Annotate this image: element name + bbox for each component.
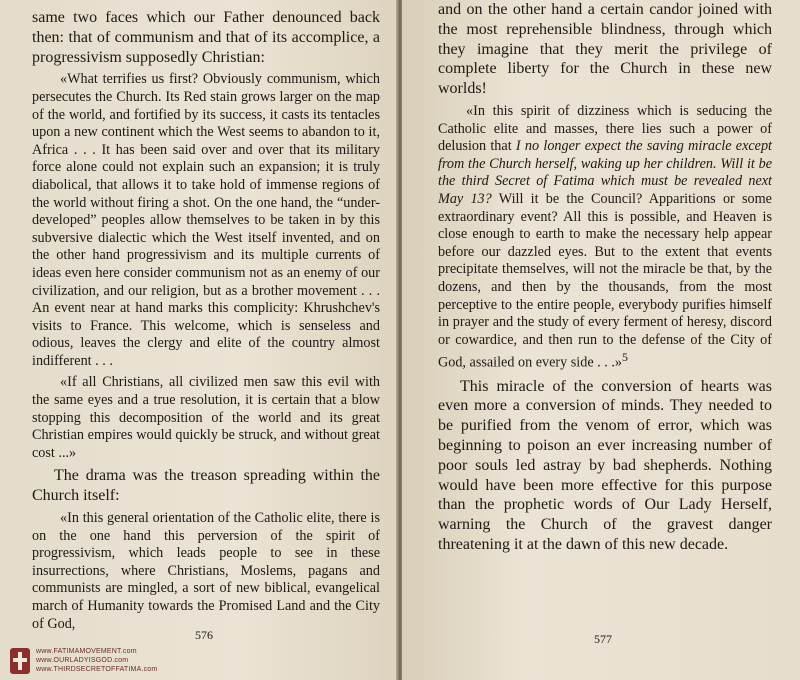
- left-page-number: 576: [195, 628, 213, 642]
- right-page: [402, 0, 800, 680]
- left-page: [0, 0, 398, 680]
- right-quote-dizziness: [438, 103, 772, 373]
- right-paragraph-candor: and on the other hand a certain candor joined with the most reprehensible blindness, through which they imagine that they merit the privilege of complete liberty for the Church in these new worlds!: [438, 1, 772, 98]
- watermark-url: www.THIRDSECRETOFFATIMA.com: [36, 666, 158, 673]
- right-page-number: 577: [594, 632, 612, 646]
- watermark-urls: [36, 647, 157, 674]
- left-quote-orientation: «In this general orientation of the Catholic elite, there is on the one hand this perversion of the spirit of progressivism, which leads people to see in these insurrections, where Christians, Moslems, pagans and communists are mingled, a sort of new biblical, evangelical march of Humanity towards the Promised Land and the City of God,: [32, 510, 380, 632]
- watermark: [10, 647, 157, 674]
- left-quote-communism: «What terrifies us first? Obviously communism, which persecutes the Church. Its Red stain grows larger on the map of the world, and fortified by its success, it casts its tentacles upon a new continent which the West seems to abandon to it, Africa . . . It has been said over and over that its military force alone could not explain such an expansion; it is truly diabolical, that allows it to take hold of immense regions of the world without firing a shot. On the one hand, the “under-developed” peoples allow themselves to be taken in by this subversive dialectic which the West itself invented, and on the other hand progressivism and its multiple currents of ideas even here consider communism not as an enemy of our civilization, and our religion, but as a brother movement . . . An event near at hand marks this complicity: Khrushchev's visits to France. This welcome, which is senseless and odious, leaves the clergy and elite of the country almost indifferent . . .: [32, 71, 380, 369]
- right-paragraph-miracle: This miracle of the conversion of hearts was even more a conversion of minds. They needed to be purified from the venom of error, which was beginning to poison an ever increasing number of poor souls led astray by bad shepherds. Nothing would have been more effective for this purpose than the prophetic words of Our Lady Herself, warning the Church of the gravest danger threatening it at the dawn of this new decade.: [438, 377, 772, 553]
- left-quote-christians: «If all Christians, all civilized men saw this evil with the same eyes and a true resolution, it is certain that a blow stopping this decomposition of the world and its great Christian empires would quickly be struck, and without great cost ...»: [32, 374, 380, 461]
- quote-text-end: Will it be the Council? Apparitions or some extraordinary event? All this is possible, and Heaven is close enough to earth to make the necessary help appear before our dazzled eyes. But to the extent that events precipitate themselves, will not the miracle be that, by the dozens, and then by the thousands, from the most perceptive to the entire people, everybody purifies himself in prayer and the study of every ferment of heresy, discord or cowardice, and then run to the defense of the City of God, assailed on every side . . .»: [438, 190, 772, 372]
- quote-text-start: «In this spirit of dizziness which is seducing the Catholic elite and masses, there lies such a power of delusion that: [438, 102, 772, 155]
- quote-italic-text: I no longer expect the saving miracle except from the Church herself, waking up her children. Will it be the third Secret of Fatima which must be revealed next May 13?: [438, 138, 772, 207]
- left-paragraph-1: same two faces which our Father denounced back then: that of communism and that of its accomplice, a progressivism supposedly Christian:: [32, 9, 380, 66]
- watermark-url: www.OURLADYISGOD.com: [36, 657, 129, 664]
- left-paragraph-drama: The drama was the treason spreading within the Church itself:: [32, 467, 380, 505]
- cross-logo-icon: [10, 648, 30, 674]
- footnote-ref: 5: [622, 350, 628, 365]
- watermark-url: www.FATIMAMOVEMENT.com: [36, 648, 137, 655]
